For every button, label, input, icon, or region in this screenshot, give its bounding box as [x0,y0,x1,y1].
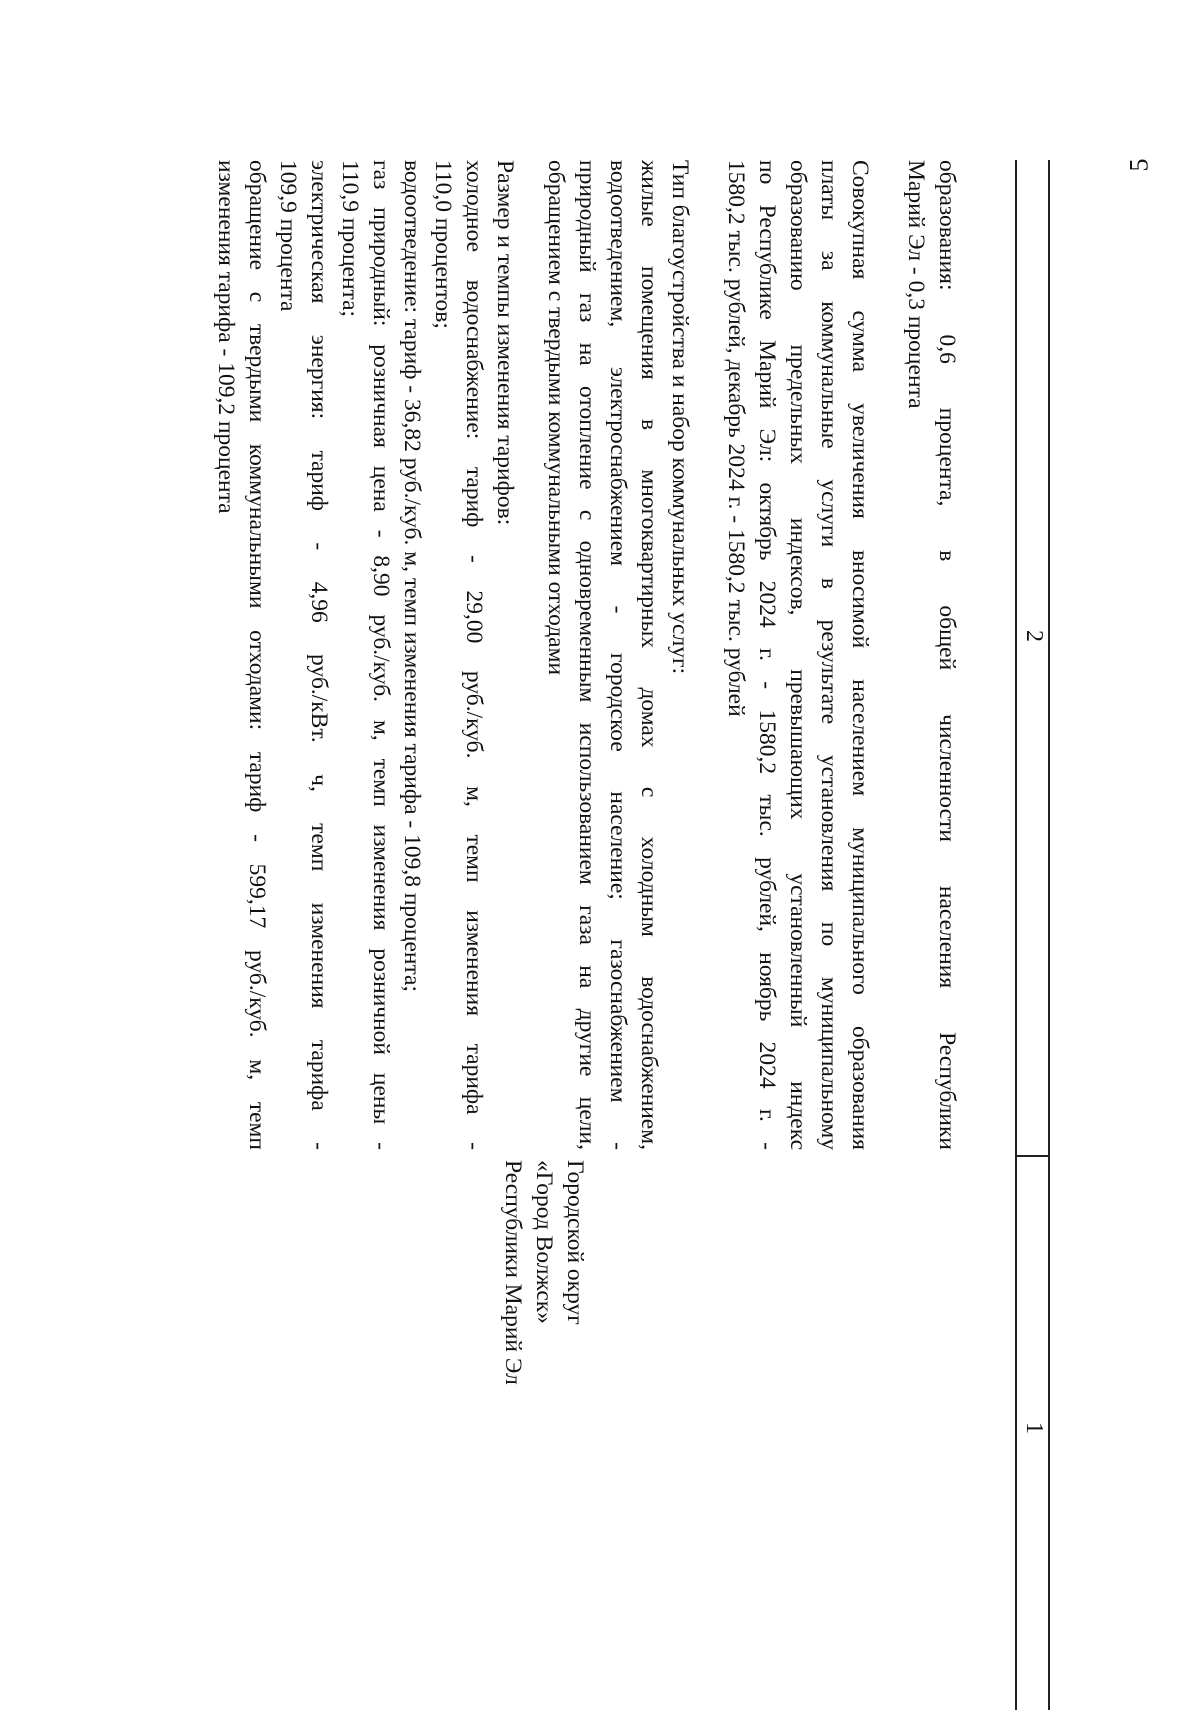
text-line: по Республике Марий Эл: октябрь 2024 г. - 1580,2 тыс. рублей, ноябрь 2024 г. - [754,160,780,1150]
text-line: 1580,2 тыс. рублей, декабрь 2024 г. - 1580,2 тыс. рублей [723,160,749,717]
text-line: природный газ на отопление с одновременным использованием газа на другие цели, [574,160,600,1150]
text-line: водоотведение: тариф - 36,82 руб./куб. м, темп изменения тарифа - 109,8 процента; [399,160,425,993]
text-line: платы за коммунальные услуги в результате установления по муниципальному [816,160,842,1150]
municipality-name [497,1160,590,1580]
text-line: электрическая энергия: тариф - 4,96 руб./кВт. ч, темп изменения тарифа - [306,160,332,1150]
improvement-type-block [540,160,695,1150]
text-line: Совокупная сумма увеличения вносимой населением муниципального образования [847,160,873,1150]
text-line: холодное водоснабжение: тариф - 29,00 руб./куб. м, темп изменения тарифа - [461,160,487,1150]
rotated-table [170,160,1050,1710]
text-line: обращение с твердыми коммунальными отходами: тариф - 599,17 руб./куб. м, темп [244,160,270,1150]
table-header-rule [1015,160,1017,1710]
page-number: 5 [1124,158,1154,172]
text-line: Марий Эл - 0,3 процента [903,160,929,409]
column-header-1: 1 [1021,1422,1047,1434]
text-line: изменения тарифа - 109,2 процента [213,160,239,514]
text-line: образованию предельных индексов, превышающих установленный индекс [785,160,811,1150]
text-line: обращением с твердыми коммунальными отходами [543,160,569,676]
tariffs-block [210,160,520,1150]
text-line: 110,9 процента; [337,160,363,318]
text-line: водоотведением, электроснабжением - городское население; газоснабжением - [605,160,631,1150]
text-line: Республики Марий Эл [500,1160,526,1385]
text-line: жилые помещения в многоквартирных домах с холодным водоснабжением, [636,160,662,1150]
text-line: «Город Волжск» [531,1160,557,1324]
column-divider [1016,1155,1050,1157]
text-line: Городской округ [562,1160,588,1325]
column-header-2: 2 [1021,630,1047,642]
text-line: 110,0 процентов; [430,160,456,329]
table-top-rule [1048,160,1050,1710]
text-line: 109,9 процента [275,160,301,312]
payment-increase-block [720,160,875,1150]
population-share-block [900,160,962,1150]
text-line: Размер и темпы изменения тарифов: [492,160,518,526]
text-line: Тип благоустройства и набор коммунальных услуг: [667,160,693,675]
text-line: газ природный: розничная цена - 8,90 руб./куб. м, темп изменения розничной цены - [368,160,394,1150]
text-line: образования: 0,6 процента, в общей численности населения Республики [934,160,960,1150]
